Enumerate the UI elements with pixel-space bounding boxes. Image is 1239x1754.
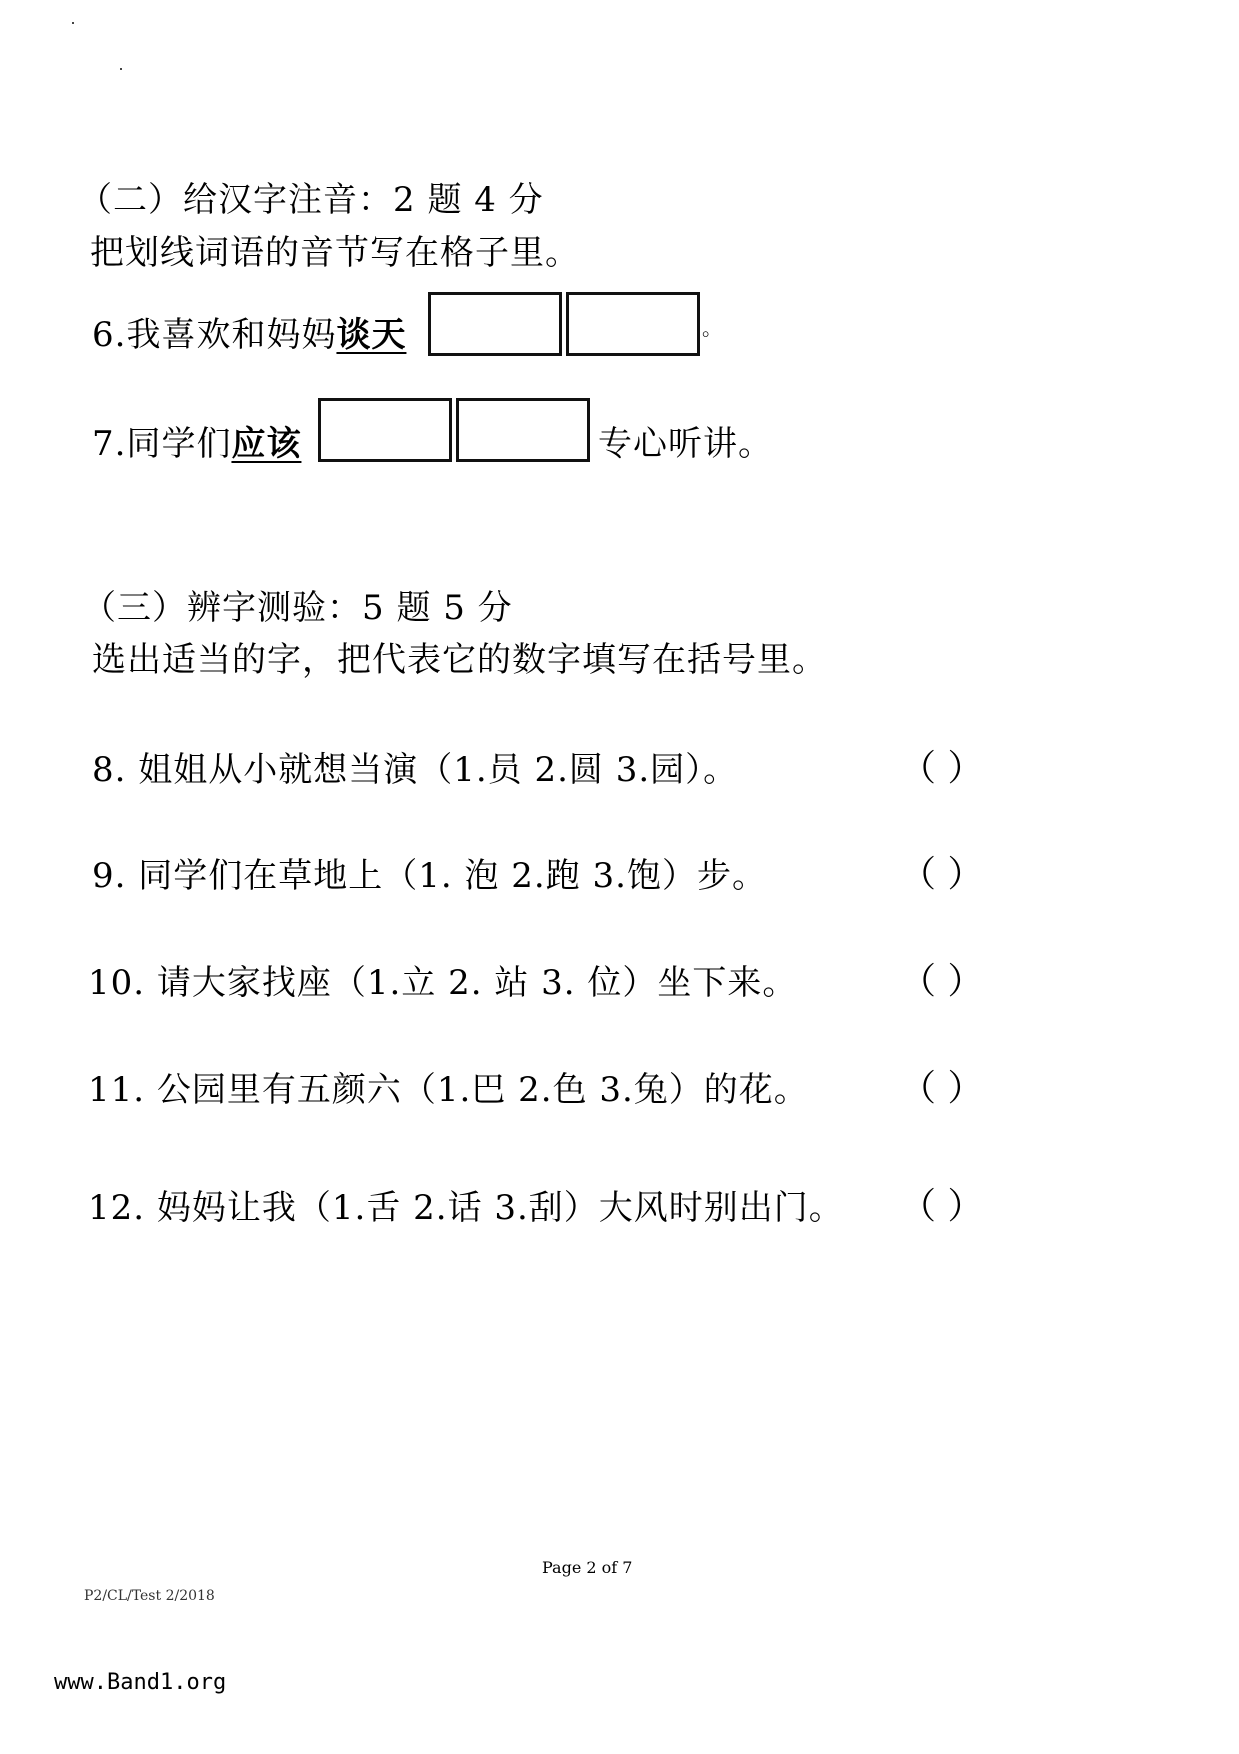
question-6-underlined-word: 谈天 (336, 315, 407, 355)
scan-speck (72, 22, 74, 24)
question-6 (92, 307, 406, 356)
website-watermark: www.Band1.org (54, 1670, 227, 1695)
question-7-end: 专心听讲。 (598, 424, 773, 464)
section2-heading: （二）给汉字注音：2 题 4 分 (78, 180, 544, 220)
page-number: Page 2 of 7 (542, 1558, 633, 1577)
test-code: P2/CL/Test 2/2018 (84, 1588, 215, 1604)
answer-paren-12[interactable]: （ ） (900, 1186, 984, 1227)
question-6-end: 。 (702, 316, 723, 340)
question-9: 9. 同学们在草地上（1. 泡 2.跑 3.饱）步。 (92, 856, 767, 896)
section3-instruction: 选出适当的字，把代表它的数字填写在括号里。 (92, 640, 827, 680)
pinyin-box-6b[interactable] (566, 292, 700, 356)
pinyin-box-7a[interactable] (318, 398, 452, 462)
answer-paren-8[interactable]: （ ） (900, 748, 984, 789)
pinyin-box-7b[interactable] (456, 398, 590, 462)
question-7-text: 同学们 (126, 424, 232, 464)
pinyin-box-6a[interactable] (428, 292, 562, 356)
question-12: 12. 妈妈让我（1.舌 2.话 3.刮）大风时别出门。 (88, 1188, 844, 1228)
section2-instruction: 把划线词语的音节写在格子里。 (90, 233, 580, 273)
answer-paren-10[interactable]: （ ） (900, 961, 984, 1002)
section3-heading: （三）辨字测验：5 题 5 分 (82, 588, 513, 628)
question-7 (92, 416, 301, 465)
question-7-underlined-word: 应该 (231, 424, 302, 464)
question-8: 8. 姐姐从小就想当演（1.员 2.圆 3.园）。 (92, 750, 739, 790)
question-6-number: 6. (92, 315, 127, 355)
question-11: 11. 公园里有五颜六（1.巴 2.色 3.兔）的花。 (88, 1070, 809, 1110)
answer-paren-11[interactable]: （ ） (900, 1068, 984, 1109)
answer-paren-9[interactable]: （ ） (900, 854, 984, 895)
question-6-text: 我喜欢和妈妈 (126, 315, 337, 355)
question-10: 10. 请大家找座（1.立 2. 站 3. 位）坐下来。 (88, 963, 798, 1003)
question-7-number: 7. (92, 424, 127, 464)
scan-speck (120, 68, 122, 70)
